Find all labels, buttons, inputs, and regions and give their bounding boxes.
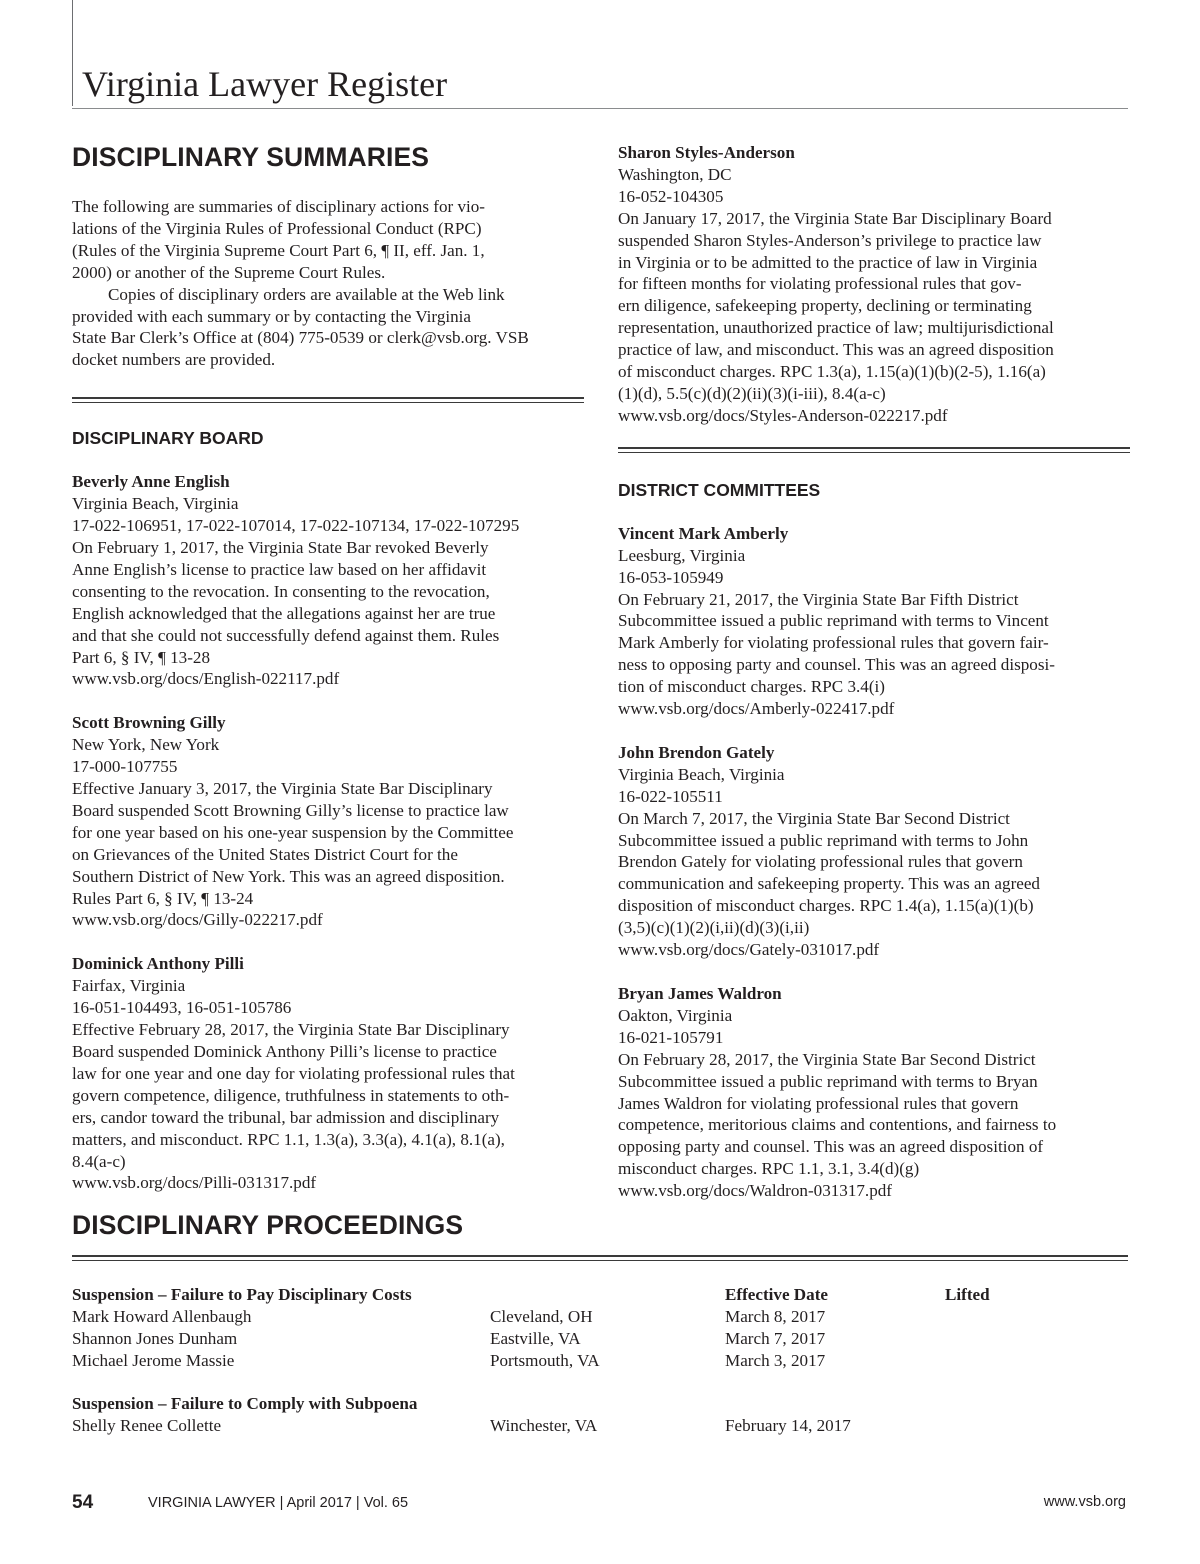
row-location: Eastville, VA <box>490 1328 581 1348</box>
entry-text-line: communication and safekeeping property. This was an agreed <box>618 874 1040 894</box>
entry-text-line: opposing party and counsel. This was an agreed disposition of <box>618 1137 1044 1157</box>
intro-line: 2000) or another of the Supreme Court Rules. <box>72 262 386 282</box>
left-column <box>72 140 584 1194</box>
entry-text-line: competence, meritorious claims and contentions, and fairness to <box>618 1115 1057 1135</box>
entry-text-line: govern competence, diligence, truthfulness in statements to oth- <box>72 1085 510 1105</box>
entry-url: www.vsb.org/docs/Amberly-022417.pdf <box>618 699 895 719</box>
entry-name: Scott Browning Gilly <box>72 713 226 733</box>
entry-url: www.vsb.org/docs/Pilli-031317.pdf <box>72 1173 317 1193</box>
entry-docket: 16-022-105511 <box>618 786 723 806</box>
entry-text-line: English acknowledged that the allegations against her are true <box>72 603 496 623</box>
table-row <box>72 1415 1128 1437</box>
entry-name: Vincent Mark Amberly <box>618 523 789 543</box>
entry-text-line: Board suspended Scott Browning Gilly’s license to practice law <box>72 800 509 820</box>
row-date: February 14, 2017 <box>725 1415 851 1435</box>
row-location: Winchester, VA <box>490 1415 598 1435</box>
entry-text-line: suspended Sharon Styles-Anderson’s privilege to practice law <box>618 230 1042 250</box>
row-name: Michael Jerome Massie <box>72 1350 235 1370</box>
entry-text-line: law for one year and one day for violating professional rules that <box>72 1063 515 1083</box>
intro-line: lations of the Virginia Rules of Professional Conduct (RPC) <box>72 218 482 238</box>
entry-docket: 16-052-104305 <box>618 186 724 206</box>
proceedings-table-subpoena <box>72 1393 1128 1437</box>
entry-text-line: Effective January 3, 2017, the Virginia State Bar Disciplinary <box>72 779 493 799</box>
row-location: Cleveland, OH <box>490 1306 593 1326</box>
entry-docket: 17-022-106951, 17-022-107014, 17-022-107134, 17-022-107295 <box>72 516 520 536</box>
section-title: Suspension – Failure to Comply with Subpoena <box>72 1394 418 1413</box>
entry-text-line: of misconduct charges. RPC 1.3(a), 1.15(a)(1)(b)(2-5), 1.16(a) <box>618 362 1046 382</box>
page-number: 54 <box>72 1492 94 1513</box>
entry-text-line: ern diligence, safekeeping property, declining or terminating <box>618 296 1032 316</box>
entry-text-line: James Waldron for violating professional rules that govern <box>618 1093 1019 1113</box>
page-header-title: Virginia Lawyer Register <box>82 64 448 104</box>
intro-paragraph <box>72 196 584 371</box>
entry-text-line: representation, unauthorized practice of law; multijurisdictional <box>618 318 1054 338</box>
page-footer <box>72 1492 1128 1516</box>
entry-docket: 16-051-104493, 16-051-105786 <box>72 998 292 1018</box>
table-header-row <box>72 1284 1128 1306</box>
summaries-heading: DISCIPLINARY SUMMARIES <box>72 142 430 172</box>
summary-entry <box>72 953 584 1194</box>
entry-text-line: Rules Part 6, § IV, ¶ 13-24 <box>72 888 254 908</box>
entry-text-line: in Virginia or to be admitted to the practice of law in Virginia <box>618 252 1038 272</box>
entry-location: Washington, DC <box>618 164 732 184</box>
entry-url: www.vsb.org/docs/Gately-031017.pdf <box>618 940 880 960</box>
footer-link[interactable]: www.vsb.org <box>1043 1494 1126 1510</box>
district-heading: DISTRICT COMMITTEES <box>618 479 821 500</box>
row-date: March 8, 2017 <box>725 1306 826 1326</box>
section-divider <box>618 447 1130 453</box>
entry-location: Virginia Beach, Virginia <box>618 764 785 784</box>
intro-line: Copies of disciplinary orders are available at the Web link <box>108 284 505 304</box>
entry-url: www.vsb.org/docs/Gilly-022217.pdf <box>72 910 323 930</box>
table-row <box>72 1328 1128 1350</box>
entry-text-line: Subcommittee issued a public reprimand with terms to Vincent <box>618 611 1049 631</box>
row-date: March 7, 2017 <box>725 1328 826 1348</box>
entry-text-line: disposition of misconduct charges. RPC 1.4(a), 1.15(a)(1)(b) <box>618 896 1034 916</box>
column-header-lifted: Lifted <box>945 1285 990 1304</box>
entry-docket: 16-021-105791 <box>618 1027 724 1047</box>
entry-text-line: Subcommittee issued a public reprimand with terms to Bryan <box>618 1071 1038 1091</box>
row-name: Shelly Renee Collette <box>72 1415 222 1435</box>
entry-text-line: ness to opposing party and counsel. This was an agreed disposi- <box>618 655 1055 675</box>
entry-name: Beverly Anne English <box>72 472 230 492</box>
entry-text-line: On February 1, 2017, the Virginia State Bar revoked Beverly <box>72 537 489 557</box>
row-date: March 3, 2017 <box>725 1350 826 1370</box>
entry-text-line: 8.4(a-c) <box>72 1151 126 1171</box>
entry-text-line: practice of law, and misconduct. This was an agreed disposition <box>618 340 1054 360</box>
summary-entry <box>618 983 1130 1202</box>
entry-text-line: On January 17, 2017, the Virginia State Bar Disciplinary Board <box>618 208 1052 228</box>
entry-url: www.vsb.org/docs/English-022117.pdf <box>72 669 340 689</box>
table-row <box>72 1350 1128 1372</box>
entry-location: Oakton, Virginia <box>618 1005 733 1025</box>
entry-text-line: Subcommittee issued a public reprimand with terms to John <box>618 830 1029 850</box>
intro-line: The following are summaries of disciplinary actions for vio- <box>72 197 485 216</box>
entry-text-line: consenting to the revocation. In consenting to the revocation, <box>72 581 490 601</box>
entry-docket: 16-053-105949 <box>618 567 724 587</box>
entry-name: John Brendon Gately <box>618 742 775 762</box>
entry-text-line: On February 28, 2017, the Virginia State Bar Second District <box>618 1049 1036 1069</box>
intro-line: State Bar Clerk’s Office at (804) 775-0539 or clerk@vsb.org. VSB <box>72 328 529 348</box>
row-name: Shannon Jones Dunham <box>72 1328 238 1348</box>
entry-location: Virginia Beach, Virginia <box>72 494 239 514</box>
section-title: Suspension – Failure to Pay Disciplinary Costs <box>72 1285 412 1304</box>
summary-entry <box>618 523 1130 720</box>
entry-location: Leesburg, Virginia <box>618 545 746 565</box>
column-header-effective-date: Effective Date <box>725 1285 828 1304</box>
proceedings-table-costs <box>72 1284 1128 1372</box>
entry-text-line: ers, candor toward the tribunal, bar admission and disciplinary <box>72 1107 500 1127</box>
entry-text-line: matters, and misconduct. RPC 1.1, 1.3(a), 3.3(a), 4.1(a), 8.1(a), <box>72 1129 505 1149</box>
intro-line: provided with each summary or by contacting the Virginia <box>72 306 471 326</box>
entry-name: Bryan James Waldron <box>618 984 782 1003</box>
entry-url: www.vsb.org/docs/Waldron-031317.pdf <box>618 1181 892 1201</box>
entry-text-line: Southern District of New York. This was an agreed disposition. <box>72 866 505 886</box>
proceedings-heading: DISCIPLINARY PROCEEDINGS <box>72 1210 464 1240</box>
entry-text-line: and that she could not successfully defend against them. Rules <box>72 625 500 645</box>
entry-text-line: on Grievances of the United States District Court for the <box>72 844 458 864</box>
entry-text-line: for fifteen months for violating professional rules that gov- <box>618 274 1022 294</box>
summary-entry <box>72 471 584 690</box>
entry-name: Sharon Styles-Anderson <box>618 143 795 162</box>
entry-location: New York, New York <box>72 735 220 755</box>
header-vertical-rule <box>72 0 73 106</box>
publication-info: VIRGINIA LAWYER | April 2017 | Vol. 65 <box>148 1495 409 1511</box>
intro-line: (Rules of the Virginia Supreme Court Part 6, ¶ II, eff. Jan. 1, <box>72 240 485 260</box>
row-location: Portsmouth, VA <box>490 1350 600 1370</box>
entry-text-line: On March 7, 2017, the Virginia State Bar Second District <box>618 808 1010 828</box>
section-divider <box>72 397 584 403</box>
entry-text-line: Part 6, § IV, ¶ 13-28 <box>72 647 211 667</box>
intro-line: docket numbers are provided. <box>72 350 276 370</box>
summary-entry <box>618 742 1130 961</box>
right-column <box>618 142 1130 1202</box>
entry-text-line: Brendon Gately for violating professional rules that govern <box>618 852 1023 872</box>
board-heading: DISCIPLINARY BOARD <box>72 428 264 449</box>
entry-text-line: Anne English’s license to practice law based on her affidavit <box>72 559 487 579</box>
entry-url: www.vsb.org/docs/Styles-Anderson-022217.pdf <box>618 405 948 425</box>
entry-location: Fairfax, Virginia <box>72 976 186 996</box>
summary-entry <box>72 712 584 931</box>
table-row <box>72 1306 1128 1328</box>
summary-entry <box>618 142 1130 427</box>
entry-docket: 17-000-107755 <box>72 757 178 777</box>
entry-text-line: Board suspended Dominick Anthony Pilli’s license to practice <box>72 1042 497 1061</box>
table-header-row <box>72 1393 1128 1415</box>
entry-text-line: (3,5)(c)(1)(2)(i,ii)(d)(3)(i,ii) <box>618 918 810 938</box>
entry-text-line: (1)(d), 5.5(c)(d)(2)(ii)(3)(i-iii), 8.4(a-c) <box>618 383 886 403</box>
entry-text-line: Mark Amberly for violating professional rules that govern fair- <box>618 633 1049 653</box>
entry-text-line: tion of misconduct charges. RPC 3.4(i) <box>618 677 885 697</box>
row-name: Mark Howard Allenbaugh <box>72 1306 252 1326</box>
header-horizontal-rule <box>72 108 1128 109</box>
entry-name: Dominick Anthony Pilli <box>72 954 244 974</box>
entry-text-line: for one year based on his one-year suspension by the Committee <box>72 822 514 842</box>
entry-text-line: misconduct charges. RPC 1.1, 3.1, 3.4(d)(g) <box>618 1159 920 1179</box>
entry-text-line: On February 21, 2017, the Virginia State Bar Fifth District <box>618 589 1019 609</box>
entry-text-line: Effective February 28, 2017, the Virginia State Bar Disciplinary <box>72 1020 510 1040</box>
section-divider <box>72 1255 1128 1261</box>
